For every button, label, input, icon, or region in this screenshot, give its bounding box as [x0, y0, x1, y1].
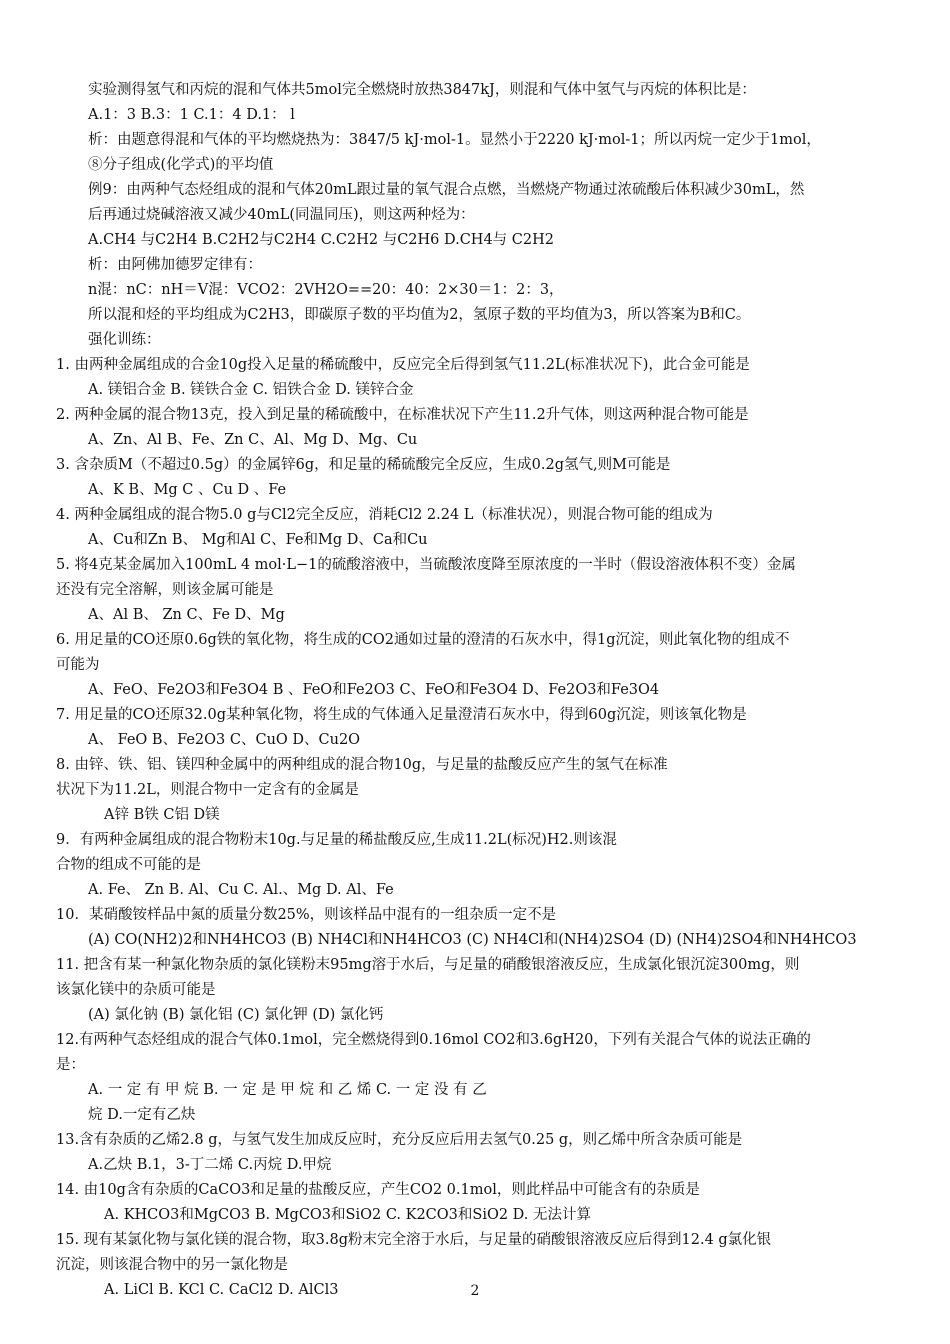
document-body	[56, 78, 902, 1303]
text-line-example9-analysis: 析：由阿佛加德罗定律有：	[88, 257, 262, 273]
text-line-q11-l1: 11. 把含有某一种氯化物杂质的氯化镁粉末95mg溶于水后，与足量的硝酸银溶液反应，生成氯化银沉淀300mg，则	[56, 957, 800, 973]
text-line-q15-l2: 沉淀，则该混合物中的另一氯化物是	[56, 1257, 288, 1273]
text-line-q3: 3. 含杂质M（不超过0.5g）的金属锌6g，和足量的稀硫酸完全反应，生成0.2g氢气,则M可能是	[56, 457, 671, 473]
text-line-q10-opts: (A) CO(NH2)2和NH4HCO3 (B) NH4Cl和NH4HCO3 (C) NH4Cl和(NH4)2SO4 (D) (NH4)2SO4和NH4HCO3	[88, 932, 857, 948]
page-number: 2	[470, 1283, 480, 1299]
text-line-q5-l1: 5. 将4克某金属加入100mL 4 mol·L−1的硫酸溶液中，当硫酸浓度降至原浓度的一半时（假设溶液体积不变）金属	[56, 557, 796, 573]
text-line-section-title: 强化训练：	[88, 332, 161, 348]
text-line-q6-l1: 6. 用足量的CO还原0.6g铁的氧化物，将生成的CO2通如过量的澄清的石灰水中，得1g沉淀，则此氧化物的组成不	[56, 632, 790, 648]
text-line-q11-l2: 该氯化镁中的杂质可能是	[56, 982, 216, 998]
text-line-q10: 10．某硝酸铵样品中氮的质量分数25%，则该样品中混有的一组杂质一定不是	[56, 907, 557, 923]
text-line-q12-l1: 12.有两种气态烃组成的混合气体0.1mol，完全燃烧得到0.16mol CO2和3.6gH20，下列有关混合气体的说法正确的	[56, 1032, 811, 1048]
text-line-q12-opts1: A. 一 定 有 甲 烷 B. 一 定 是 甲 烷 和 乙 烯 C. 一 定 没 有 乙	[88, 1082, 487, 1098]
text-line-q13: 13.含有杂质的乙烯2.8 g，与氢气发生加成反应时，充分反应后用去氢气0.25 g，则乙烯中所含杂质可能是	[56, 1132, 743, 1148]
text-line-intro-problem: 实验测得氢气和丙烷的混和气体共5mol完全燃烧时放热3847kJ，则混和气体中氢气与丙烷的体积比是：	[88, 82, 756, 98]
text-line-q6-opts: A、FeO、Fe2O3和Fe3O4 B 、FeO和Fe2O3 C、FeO和Fe3O4 D、Fe2O3和Fe3O4	[88, 682, 660, 698]
text-line-q12-opts2: 烷 D.一定有乙炔	[88, 1107, 196, 1123]
text-line-example9-l1: 例9：由两种气态烃组成的混和气体20mL跟过量的氧气混合点燃，当燃烧产物通过浓硫酸后体积减少30mL，然	[88, 182, 805, 198]
text-line-intro-analysis: 析：由题意得混和气体的平均燃烧热为：3847/5 kJ·mol-1。显然小于2220 kJ·mol-1；所以丙烷一定少于1mol，	[88, 132, 821, 148]
text-line-q15-opts: A. LiCl B. KCl C. CaCl2 D. AlCl3	[104, 1282, 339, 1298]
text-line-q13-opts: A.乙炔 B.1，3-丁二烯 C.丙烷 D.甲烷	[88, 1157, 332, 1173]
text-line-q4: 4. 两种金属组成的混合物5.0 g与Cl2完全反应，消耗Cl2 2.24 L（标准状况），则混合物可能的组成为	[56, 507, 713, 523]
text-line-q11-opts: (A) 氯化钠 (B) 氯化铝 (C) 氯化钾 (D) 氯化钙	[88, 1007, 384, 1023]
text-line-q9-l1: 9．有两种金属组成的混合物粉末10g.与足量的稀盐酸反应,生成11.2L(标况)H2.则该混	[56, 832, 617, 848]
text-line-example9-conclusion: 所以混和烃的平均组成为C2H3，即碳原子数的平均值为2，氢原子数的平均值为3，所以答案为B和C。	[88, 307, 751, 323]
text-line-q1-opts: A. 镁铝合金 B. 镁铁合金 C. 铝铁合金 D. 镁锌合金	[88, 382, 414, 398]
text-line-q1: 1. 由两种金属组成的合金10g投入足量的稀硫酸中，反应完全后得到氢气11.2L(标准状况下)，此合金可能是	[56, 357, 750, 373]
text-line-q8-opts: A锌 B铁 C铝 D镁	[104, 807, 220, 823]
text-line-q7-opts: A、 FeO B、Fe2O3 C、CuO D、Cu2O	[88, 732, 361, 748]
text-line-q9-opts: A. Fe、 Zn B. Al、Cu C. Al.、Mg D. Al、Fe	[88, 882, 394, 898]
text-line-q15-l1: 15. 现有某氯化物与氯化镁的混合物，取3.8g粉末完全溶于水后，与足量的硝酸银溶液反应后得到12.4 g氯化银	[56, 1232, 772, 1248]
text-line-intro-options: A.1：3 B.3：1 C.1：4 D.1： l	[88, 107, 295, 123]
text-line-q3-opts: A、K B、Mg C 、Cu D 、Fe	[88, 482, 287, 498]
text-line-q14-opts: A. KHCO3和MgCO3 B. MgCO3和SiO2 C. K2CO3和SiO2 D. 无法计算	[104, 1207, 592, 1223]
text-line-example9-l2: 后再通过烧碱溶液又减少40mL(同温同压)，则这两种烃为：	[88, 207, 475, 223]
text-line-q8-l1: 8. 由锌、铁、铝、镁四种金属中的两种组成的混合物10g，与足量的盐酸反应产生的氢气在标准	[56, 757, 668, 773]
text-line-q14: 14. 由10g含有杂质的CaCO3和足量的盐酸反应，产生CO2 0.1mol，则此样品中可能含有的杂质是	[56, 1182, 700, 1198]
text-line-q5-opts: A、Al B、 Zn C、Fe D、Mg	[88, 607, 285, 623]
text-line-q6-l2: 可能为	[56, 657, 100, 673]
text-line-example9-opts: A.CH4 与C2H4 B.C2H2与C2H4 C.C2H2 与C2H6 D.CH4与 C2H2	[88, 232, 554, 248]
text-line-heading-8: ⑧分子组成(化学式)的平均值	[88, 157, 274, 173]
text-line-q7: 7. 用足量的CO还原32.0g某种氧化物，将生成的气体通入足量澄清石灰水中，得到60g沉淀，则该氧化物是	[56, 707, 747, 723]
text-line-q4-opts: A、Cu和Zn B、 Mg和Al C、Fe和Mg D、Ca和Cu	[88, 532, 428, 548]
text-line-q5-l2: 还没有完全溶解，则该金属可能是	[56, 582, 274, 598]
text-line-q2: 2. 两种金属的混合物13克，投入到足量的稀硫酸中，在标准状况下产生11.2升气体，则这两种混合物可能是	[56, 407, 749, 423]
text-line-q12-l2: 是：	[56, 1057, 85, 1073]
text-line-q2-opts: A、Zn、Al B、Fe、Zn C、Al、Mg D、Mg、Cu	[88, 432, 418, 448]
text-line-example9-ratio: n混：nC：nH＝V混：VCO2：2VH2O==20：40：2×30＝1：2：3，	[88, 282, 564, 298]
text-line-q9-l2: 合物的组成不可能的是	[56, 857, 201, 873]
text-line-q8-l2: 状况下为11.2L，则混合物中一定含有的金属是	[56, 782, 359, 798]
